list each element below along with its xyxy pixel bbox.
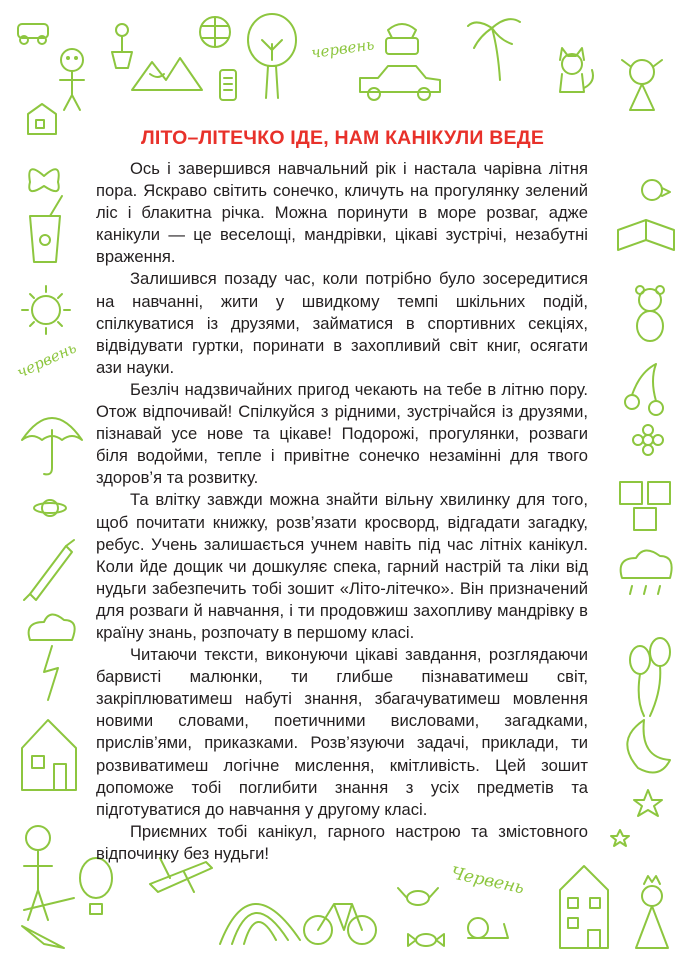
- umbrella-icon: [22, 418, 82, 474]
- cat-icon: [560, 48, 593, 92]
- bird-icon: [642, 180, 670, 200]
- cherries-icon: [625, 364, 663, 415]
- palm-tree-icon: [468, 19, 520, 80]
- rocket-icon: [24, 540, 74, 600]
- paragraph: Ось і завершився навчальний рік і настала чарівна літня пора. Яскраво світить сонечко, кличуть на прогулянку зелений ліс і блакитна річка. Можна поринути в море розваг, адже канікули — це веселощі, мандрівки, цікаві зустрічі, незабутні враження.: [96, 159, 588, 267]
- snail-icon: [468, 918, 508, 938]
- car2-icon: [360, 66, 440, 100]
- princess-icon: [636, 876, 668, 948]
- car-icon: [18, 24, 48, 44]
- tall-house-icon: [560, 866, 608, 948]
- rain-cloud-icon: [621, 550, 672, 594]
- phone-icon: [220, 70, 236, 100]
- bicycle-icon: [304, 904, 376, 944]
- ball-icon: [200, 17, 230, 47]
- teddy-bear-icon: [636, 286, 664, 341]
- butterfly-icon: [29, 169, 58, 191]
- doodle-label-bottom: Червень: [448, 863, 526, 899]
- blocks-icon: [620, 482, 670, 530]
- paragraph: Читаючи тексти, виконуючи цікаві завдання, розглядаючи барвисті малюнки, ти глибше пізнаватимеш світ, закріплюватимеш набуті знання, збагачуватимеш мовлення новими словами, поетичними висловами, загадками, прислів’ями, приказками. Розв’язуючи задачі, приклади, ти розвиватимеш логічне мислення, кмітливість. Цей зошит допоможе тобі поглибити знання з усіх предметів та підготуватися до навчання у другому класі.: [96, 645, 588, 819]
- candy-icon: [408, 934, 444, 946]
- book-icon: [618, 220, 674, 250]
- rainbow-icon: [220, 904, 300, 944]
- moon-icon: [627, 720, 670, 773]
- page-title: ЛІТО–ЛІТЕЧКО ІДЕ, НАМ КАНІКУЛИ ВЕДЕ: [140, 127, 545, 149]
- flower-icon: [633, 425, 663, 455]
- cloud-lightning-icon: [29, 614, 75, 700]
- house-icon: [22, 720, 76, 790]
- mountains-icon: [132, 58, 202, 90]
- doodle-label-left: червень: [14, 338, 80, 382]
- girl-icon: [622, 60, 662, 110]
- intro-text: [96, 158, 588, 865]
- stars-icon: [611, 790, 662, 846]
- paragraph: Та влітку завжди можна знайти вільну хвилинку для того, щоб почитати книжку, розв’язати кросворд, відгадати загадку, ребус. Учень залишається учнем навіть під час літніх канікул. Коли йде дощик чи дошкуляє спека, гарний настрій та ліки від нудьги забезпечить тобі зошит «Літо-літечко». Він призначений для розваги й навчання, і ти продовжиш захопливу мандрівку в країну знань, розпочату в першому класі.: [96, 490, 588, 642]
- doodle-label-top: червень: [310, 35, 376, 62]
- sun-icon: [22, 286, 70, 334]
- lemonade-icon: [30, 196, 62, 262]
- paragraph: Залишився позаду час, коли потрібно було зосередитися на навчанні, жити у швидкому темпі шкільних подій, спілкуватися із друзями, займатися в спортивних секціях, відвідувати гуртки, поринати в захопливий світ книг, осягати ази науки.: [96, 269, 588, 377]
- pencil-icon: [22, 898, 74, 948]
- hot-air-balloon-icon: [80, 858, 112, 914]
- tree-icon: [248, 14, 296, 98]
- balloons-icon: [630, 638, 670, 716]
- flower-pot-icon: [112, 24, 132, 68]
- telephone-icon: [386, 24, 418, 54]
- boy-icon: [60, 49, 84, 110]
- paragraph: Приємних тобі канікул, гарного настрою та змістовного відпочинку без нудьги!: [96, 821, 588, 863]
- crab-icon: [398, 888, 438, 905]
- paragraph: Безліч надзвичайних пригод чекають на тебе в літню пору. Отож відпочивай! Спілкуйся з рідними, зустрічайся із друзями, пізнавай усе нове та цікаве! Подорожі, прогулянки, розваги біля водойми, тепле і привітне сонечко незамінні для твого здоров’я та розвитку.: [96, 379, 588, 488]
- planet-icon: [34, 500, 66, 516]
